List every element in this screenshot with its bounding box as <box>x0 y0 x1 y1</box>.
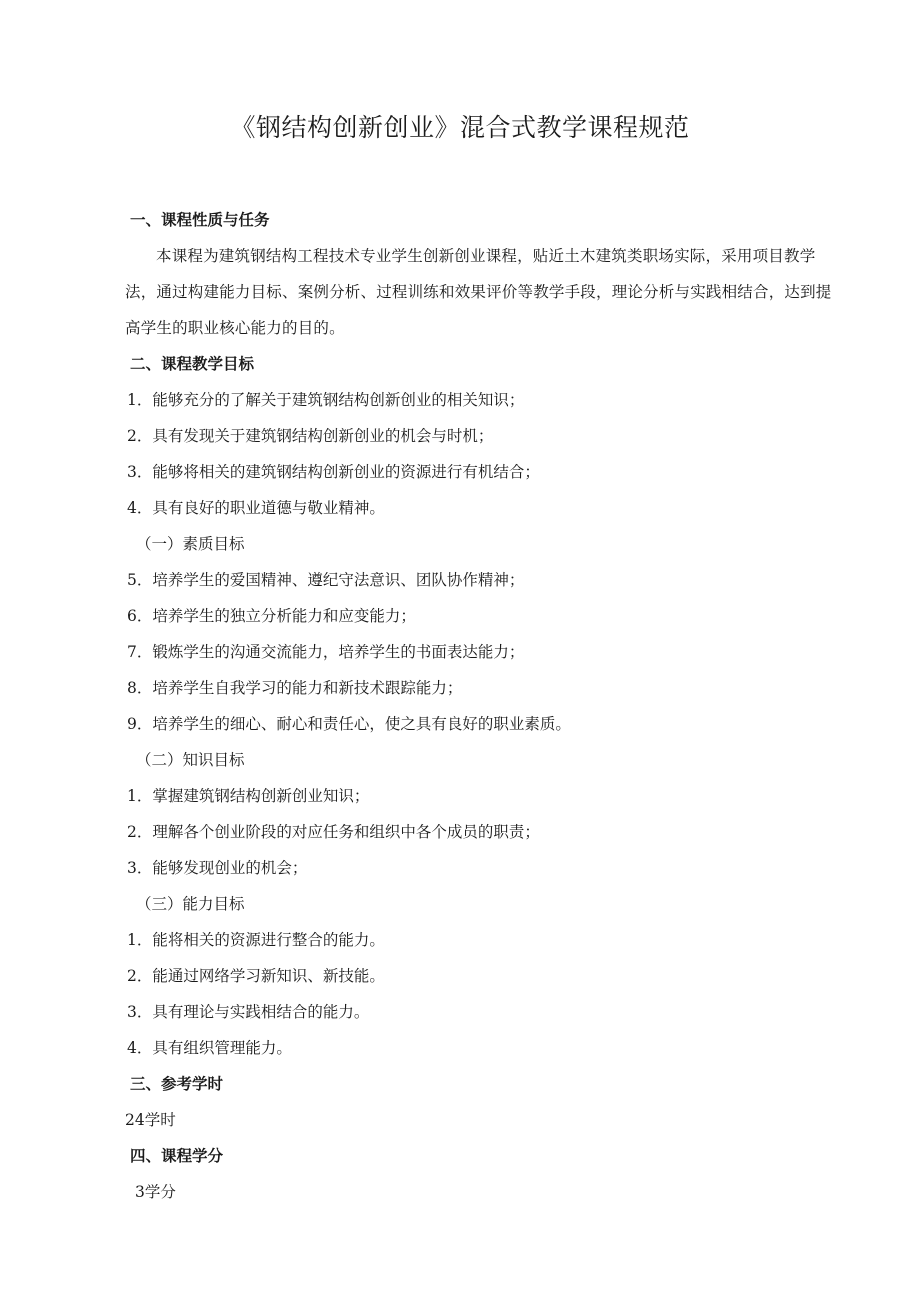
section-heading-teaching-goals: 二、课程教学目标 <box>130 355 255 373</box>
list-item: 4．具有良好的职业道德与敬业精神。 <box>127 499 385 517</box>
list-item: 3．能够发现创业的机会； <box>127 859 308 877</box>
reference-hours-value: 24学时 <box>125 1111 176 1129</box>
list-item: 5．培养学生的爱国精神、遵纪守法意识、团队协作精神； <box>127 571 525 589</box>
subheading-knowledge-goals: （二）知识目标 <box>136 751 245 769</box>
document-title: 《钢结构创新创业》混合式教学课程规范 <box>230 113 690 142</box>
section-heading-course-credits: 四、课程学分 <box>130 1147 224 1165</box>
list-item: 1．掌握建筑钢结构创新创业知识； <box>127 787 370 805</box>
list-item: 6．培养学生的独立分析能力和应变能力； <box>127 607 416 625</box>
list-item: 4．具有组织管理能力。 <box>127 1039 292 1057</box>
subheading-quality-goals: （一）素质目标 <box>136 535 245 553</box>
document-body <box>125 202 840 1210</box>
list-item: 3．能够将相关的建筑钢结构创新创业的资源进行有机结合； <box>127 463 540 481</box>
list-item: 3．具有理论与实践相结合的能力。 <box>127 1003 370 1021</box>
list-item: 2．理解各个创业阶段的对应任务和组织中各个成员的职责； <box>127 823 540 841</box>
section-heading-reference-hours: 三、参考学时 <box>130 1075 224 1093</box>
list-item: 9．培养学生的细心、耐心和责任心，使之具有良好的职业素质。 <box>127 715 571 733</box>
section-heading-course-nature: 一、课程性质与任务 <box>130 211 270 229</box>
list-item: 7．锻炼学生的沟通交流能力，培养学生的书面表达能力； <box>127 643 525 661</box>
subheading-ability-goals: （三）能力目标 <box>136 895 245 913</box>
list-item: 2．能通过网络学习新知识、新技能。 <box>127 967 385 985</box>
list-item: 1．能够充分的了解关于建筑钢结构创新创业的相关知识； <box>127 391 525 409</box>
list-item: 2．具有发现关于建筑钢结构创新创业的机会与时机； <box>127 427 494 445</box>
list-item: 1．能将相关的资源进行整合的能力。 <box>127 931 385 949</box>
course-credits-value: 3学分 <box>135 1183 176 1201</box>
course-nature-paragraph: 本课程为建筑钢结构工程技术专业学生创新创业课程，贴近土木建筑类职场实际，采用项目教学法，通过构建能力目标、案例分析、过程训练和效果评价等教学手段，理论分析与实践相结合，达到提高学生的职业核心能力的目的。 <box>125 247 832 337</box>
list-item: 8．培养学生自我学习的能力和新技术跟踪能力； <box>127 679 463 697</box>
